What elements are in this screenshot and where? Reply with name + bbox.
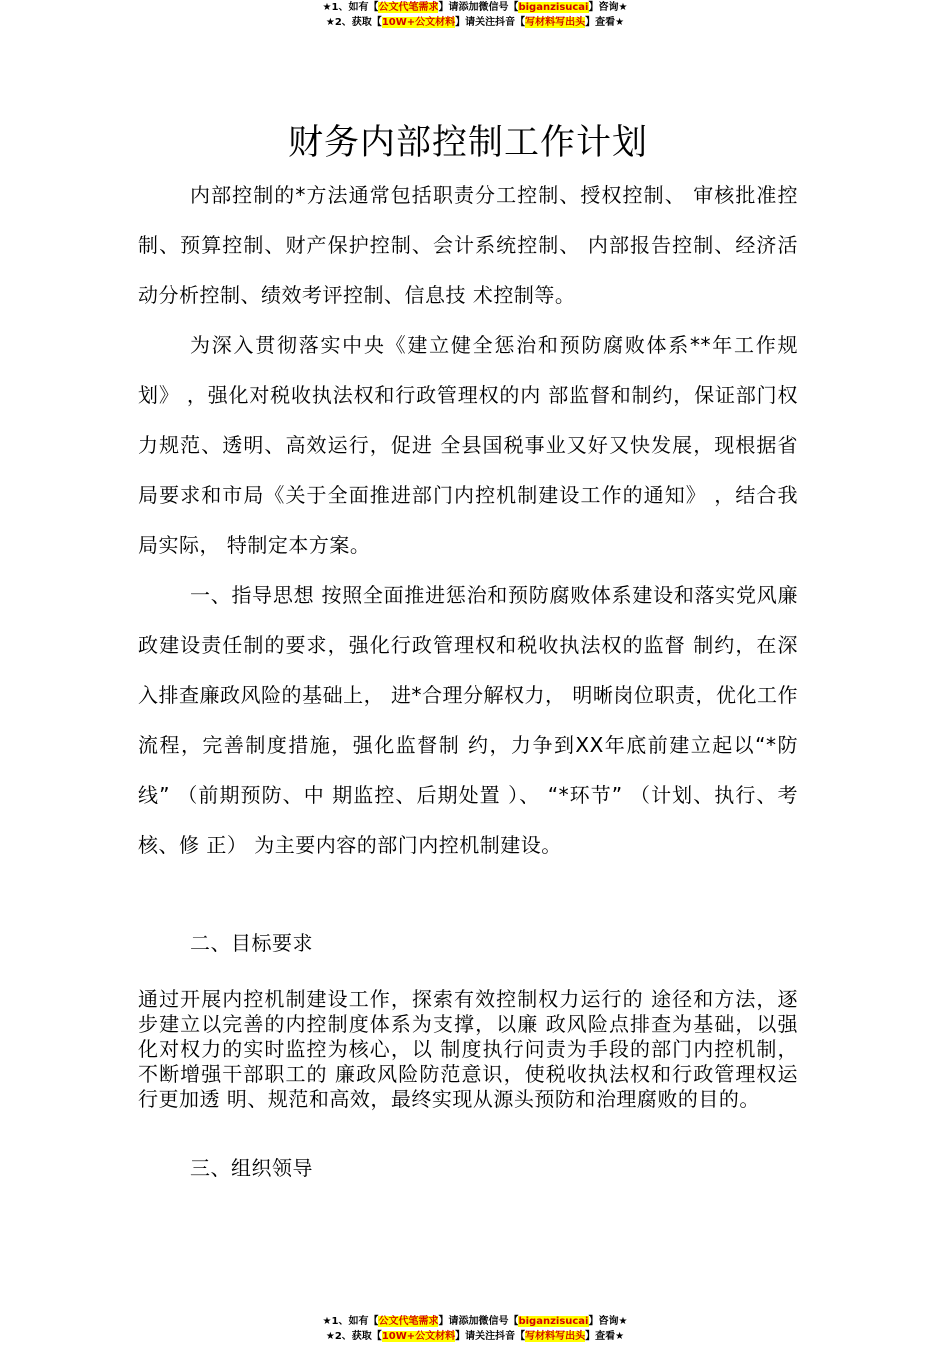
document-title: 财务内部控制工作计划 xyxy=(287,123,648,163)
banner-highlight: 10W+公文材料 xyxy=(381,17,456,28)
banner-text: ★2、获取【 xyxy=(325,17,382,28)
banner-line-2 xyxy=(0,1329,950,1344)
banner-highlight: 写材料写出头 xyxy=(525,1331,586,1342)
banner-highlight: 写材料写出头 xyxy=(525,17,586,28)
banner-text: 】咨询★ xyxy=(588,2,628,13)
paragraph-goals: 通过开展内控机制建设工作，探索有效控制权力运行的 途径和方法，逐步建立以完善的内控制度体系为支撑，以廉 政风险点排查为基础，以强化对权力的实时监控为核心，以 制度执行问责为手段的部门内控机制，不断增强干部职工的 廉政风险防范意识，使税收执法权和行政管理权运行更加透 明、规范和高效，最终实现从源头预防和治理腐败的目的。 xyxy=(138,987,798,1111)
banner-text: 】咨询★ xyxy=(588,1316,628,1327)
banner-text: 】请关注抖音【 xyxy=(455,17,526,28)
banner-text: 】请关注抖音【 xyxy=(455,1331,526,1342)
banner-text: ★2、获取【 xyxy=(325,1331,382,1342)
section-heading-goals: 二、目标要求 xyxy=(190,931,313,955)
banner-text: 】请添加微信号【 xyxy=(438,2,519,13)
header-banner xyxy=(0,0,950,30)
banner-text: 】查看★ xyxy=(585,17,625,28)
banner-text: ★1、如有【 xyxy=(322,2,379,13)
banner-highlight: biganzisucai xyxy=(518,1316,589,1327)
paragraph-background: 为深入贯彻落实中央《建立健全惩治和预防腐败体系**年工作规划》 ，强化对税收执法权和行政管理权的内 部监督和制约，保证部门权力规范、透明、高效运行，促进 全县国税事业又好又快发展，现根据省局要求和市局《关于全面推进部门内控机制建设工作的通知》 ，结合我局实际， 特制定本方案。 xyxy=(138,333,798,557)
section-heading-organization: 三、组织领导 xyxy=(190,1156,313,1180)
banner-highlight: 10W+公文材料 xyxy=(381,1331,456,1342)
banner-line-1 xyxy=(0,1314,950,1329)
banner-highlight: 公文代笔需求 xyxy=(378,2,439,13)
banner-line-1 xyxy=(0,0,950,15)
paragraph-intro: 内部控制的*方法通常包括职责分工控制、授权控制、 审核批准控制、预算控制、财产保护控制、会计系统控制、 内部报告控制、经济活动分析控制、绩效考评控制、信息技 术控制等。 xyxy=(138,183,798,307)
banner-highlight: 公文代笔需求 xyxy=(378,1316,439,1327)
banner-line-2 xyxy=(0,15,950,30)
banner-text: 】查看★ xyxy=(585,1331,625,1342)
paragraph-guiding-thought: 一、指导思想 按照全面推进惩治和预防腐败体系建设和落实党风廉 政建设责任制的要求，强化行政管理权和税收执法权的监督 制约，在深入排查廉政风险的基础上， 进*合理分解权力， 明晰岗位职责，优化工作流程，完善制度措施，强化监督制 约，力争到XX年底前建立起以“*防线” （前期预防、中 期监控、后期处置 ）、 “*环节” （计划、执行、考核、修 正） 为主要内容的部门内控机制建设。 xyxy=(138,583,798,857)
banner-text: 】请添加微信号【 xyxy=(438,1316,519,1327)
footer-banner xyxy=(0,1314,950,1344)
banner-highlight: biganzisucai xyxy=(518,2,589,13)
banner-text: ★1、如有【 xyxy=(322,1316,379,1327)
